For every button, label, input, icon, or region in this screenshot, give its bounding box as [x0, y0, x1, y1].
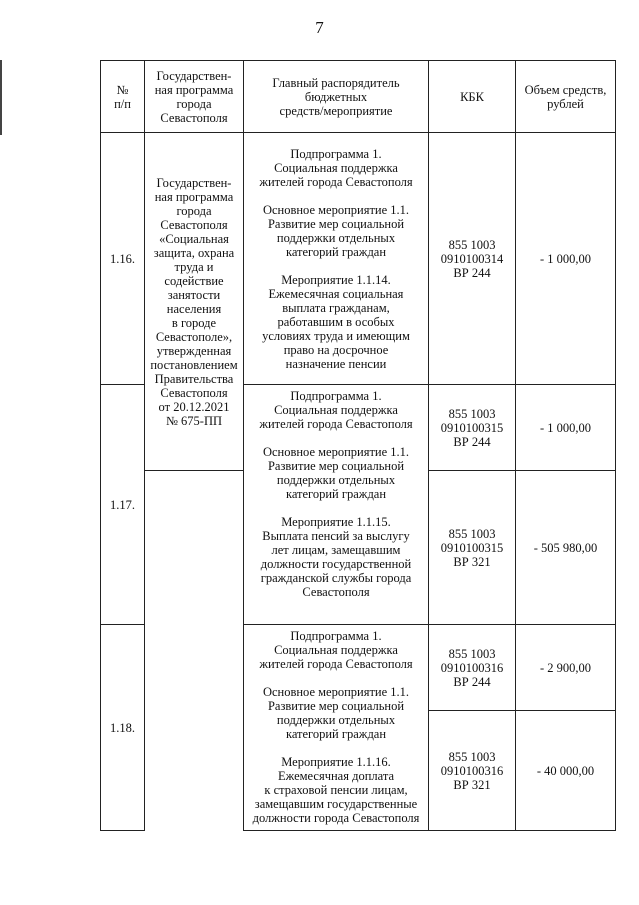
table-row — [101, 133, 616, 385]
row-num: 1.18. — [101, 625, 145, 831]
header-program: Государствен- ная программа города Севастополя — [145, 61, 244, 133]
amount-cell: - 1 000,00 — [516, 133, 616, 385]
kbk-cell: 855 1003 0910100316 ВР 321 — [429, 711, 516, 831]
header-kbk: КБК — [429, 61, 516, 133]
header-num: № п/п — [101, 61, 145, 133]
program-cell: Государствен- ная программа города Севастополя «Социальная защита, охрана труда и содействие занятости населения в городе Севастополе», утвержденная постановлением Правительства Севастополя от 20.12.2021 № 675-ПП — [145, 133, 244, 471]
manager-cell — [244, 385, 429, 625]
main-event-text: Основное мероприятие 1.1. Развитие мер социальной поддержки отдельных категорий граждан — [262, 202, 410, 259]
program-cell-empty — [145, 471, 244, 831]
subprogram-text: Подпрограмма 1. Социальная поддержка жителей города Севастополя — [259, 629, 413, 671]
page-number: 7 — [315, 18, 324, 37]
event-text: Мероприятие 1.1.16. Ежемесячная доплата к страховой пенсии лицам, замещавшим государственные должности города Севастополя — [252, 755, 420, 825]
event-text: Мероприятие 1.1.14. Ежемесячная социальная выплата гражданам, работавшим в особых условиях труда и имеющим право на досрочное назначение пенсии — [262, 272, 410, 371]
amount-cell: - 1 000,00 — [516, 385, 616, 471]
amount-cell: - 2 900,00 — [516, 625, 616, 711]
margin-mark — [0, 60, 5, 135]
row-num: 1.17. — [101, 385, 145, 625]
main-event-text: Основное мероприятие 1.1. Развитие мер социальной поддержки отдельных категорий граждан — [262, 685, 410, 741]
kbk-cell: 855 1003 0910100315 ВР 321 — [429, 471, 516, 625]
event-text: Мероприятие 1.1.15. Выплата пенсий за выслугу лет лицам, замещавшим должности государственной гражданской службы города Севастополя — [260, 515, 412, 599]
amount-cell: - 40 000,00 — [516, 711, 616, 831]
header-manager: Главный распорядитель бюджетных средств/мероприятие — [244, 61, 429, 133]
table-header-row — [101, 61, 616, 133]
amount-cell: - 505 980,00 — [516, 471, 616, 625]
header-amount: Объем средств, рублей — [516, 61, 616, 133]
kbk-cell: 855 1003 0910100314 ВР 244 — [429, 133, 516, 385]
manager-cell — [244, 625, 429, 831]
subprogram-text: Подпрограмма 1. Социальная поддержка жителей города Севастополя — [259, 389, 413, 431]
budget-table — [100, 60, 616, 831]
manager-cell — [244, 133, 429, 385]
kbk-cell: 855 1003 0910100315 ВР 244 — [429, 385, 516, 471]
kbk-cell: 855 1003 0910100316 ВР 244 — [429, 625, 516, 711]
row-num: 1.16. — [101, 133, 145, 385]
main-event-text: Основное мероприятие 1.1. Развитие мер социальной поддержки отдельных категорий граждан — [262, 445, 410, 501]
subprogram-text: Подпрограмма 1. Социальная поддержка жителей города Севастополя — [259, 146, 413, 189]
